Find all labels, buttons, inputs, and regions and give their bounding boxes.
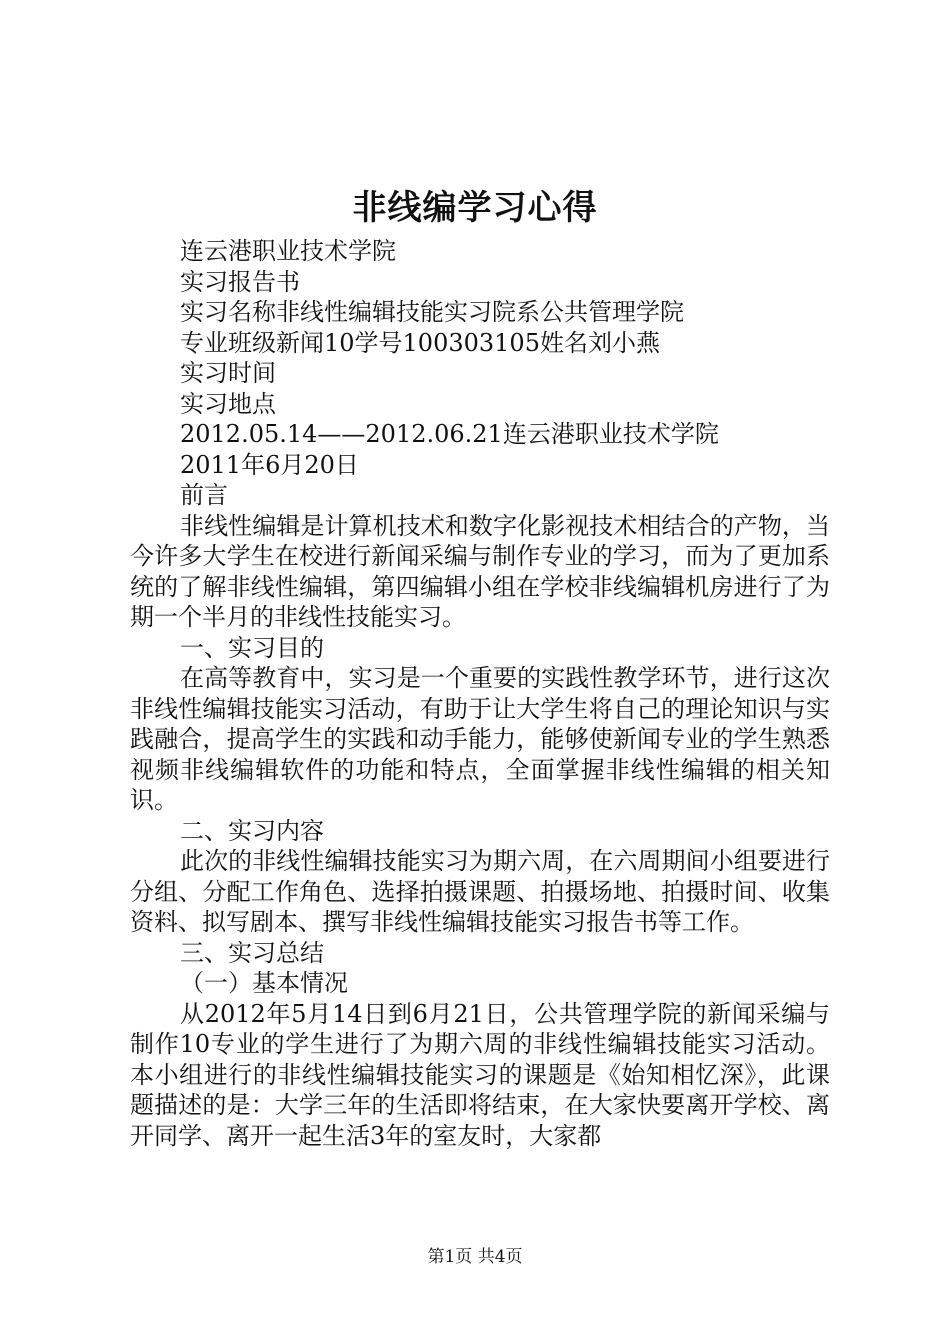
section2-paragraph: 此次的非线性编辑技能实习为期六周，在六周期间小组要进行分组、分配工作角色、选择拍摄课题、拍摄场地、拍摄时间、收集资料、拟写剧本、撰写非线性编辑技能实习报告书等工作。 [130,847,830,936]
internship-location-line: 实习地点 [180,389,276,418]
report-type-line: 实习报告书 [180,267,300,296]
school-name-line: 连云港职业技术学院 [180,237,396,265]
document-title: 非线编学习心得 [352,188,598,228]
preface-heading: 前言 [180,481,228,509]
page-footer: 第1页 共4页 [427,1247,523,1267]
internship-time-line: 实习时间 [180,359,276,387]
section3-heading: 三、实习总结 [180,938,324,967]
class-info-line: 专业班级新闻10学号100303105姓名刘小燕 [180,328,660,357]
internship-name-line: 实习名称非线性编辑技能实习院系公共管理学院 [180,298,684,326]
date-range-line: 2012.05.14——2012.06.21连云港职业技术学院 [180,420,719,448]
document-body [130,236,830,1151]
section2-heading: 二、实习内容 [180,816,324,845]
subsection1-heading: （一）基本情况 [180,969,348,997]
preface-paragraph: 非线性编辑是计算机技术和数字化影视技术相结合的产物，当今许多大学生在校进行新闻采编与制作专业的学习，而为了更加系统的了解非线性编辑，第四编辑小组在学校非线编辑机房进行了为期一个半月的非线性技能实习。 [130,511,830,631]
section1-paragraph: 在高等教育中，实习是一个重要的实践性教学环节，进行这次非线性编辑技能实习活动，有助于让大学生将自己的理论知识与实践融合，提高学生的实践和动手能力，能够使新闻专业的学生熟悉视频非线编辑软件的功能和特点，全面掌握非线性编辑的相关知识。 [130,664,830,814]
report-date-line: 2011年6月20日 [180,450,359,479]
subsection1-paragraph: 从2012年5月14日到6月21日，公共管理学院的新闻采编与制作10专业的学生进行了为期六周的非线性编辑技能实习活动。本小组进行的非线性编辑技能实习的课题是《始知相忆深》，此课题描述的是：大学三年的生活即将结束，在大家快要离开学校、离开同学、离开一起生活3年的室友时，大家都 [130,999,830,1150]
section1-heading: 一、实习目的 [180,633,324,662]
